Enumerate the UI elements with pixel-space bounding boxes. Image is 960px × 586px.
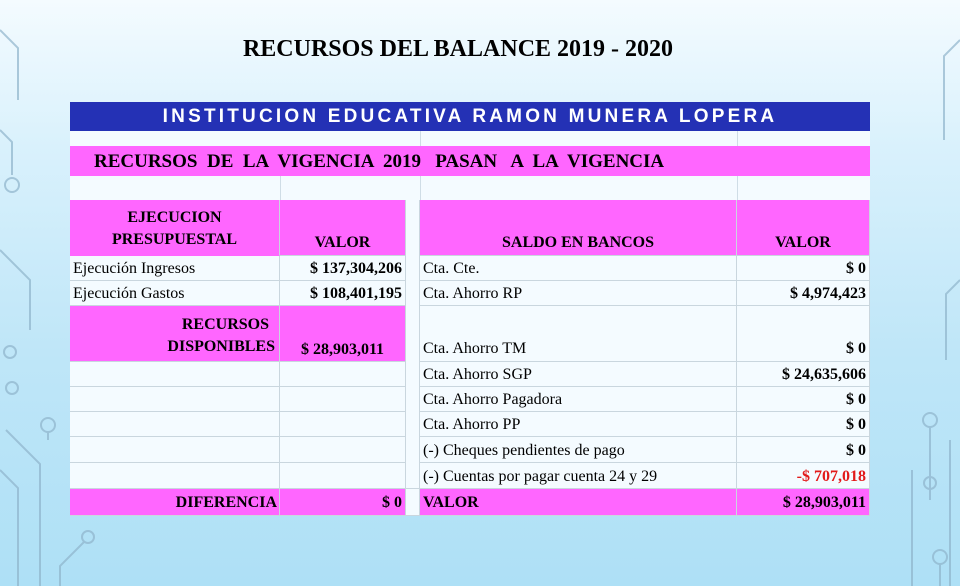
bank-row-label: Cta. Ahorro RP bbox=[420, 281, 737, 306]
left-empty-cell bbox=[70, 387, 280, 412]
left-empty-cell bbox=[70, 412, 280, 437]
left-header-label-line1: EJECUCION bbox=[127, 209, 222, 226]
institution-banner: INSTITUCION EDUCATIVA RAMON MUNERA LOPERA bbox=[70, 102, 870, 131]
bank-row-label: (-) Cheques pendientes de pago bbox=[420, 437, 737, 463]
difference-label: DIFERENCIA bbox=[70, 489, 280, 516]
bank-row-value: $ 24,635,606 bbox=[737, 362, 870, 387]
available-label-line1: RECURSOS bbox=[181, 316, 269, 333]
bank-row-label: (-) Cuentas por pagar cuenta 24 y 29 bbox=[420, 463, 737, 489]
separator-column bbox=[406, 200, 420, 489]
bank-total-value: $ 28,903,011 bbox=[737, 489, 870, 516]
bank-total-label: VALOR bbox=[420, 489, 737, 516]
bank-row-value: $ 0 bbox=[737, 387, 870, 412]
left-empty-cell bbox=[280, 437, 406, 463]
left-empty-cell bbox=[280, 463, 406, 489]
left-row-label: Ejecución Ingresos bbox=[70, 256, 280, 281]
left-header-value: VALOR bbox=[280, 200, 406, 256]
bank-row-label: Cta. Ahorro SGP bbox=[420, 362, 737, 387]
available-resources-label bbox=[70, 306, 280, 362]
spacer-row bbox=[70, 131, 870, 147]
bank-row-value: $ 0 bbox=[737, 437, 870, 463]
bank-row-value: $ 0 bbox=[737, 256, 870, 281]
bank-row-label: Cta. Cte. bbox=[420, 256, 737, 281]
bank-row-value: $ 0 bbox=[737, 306, 870, 362]
left-empty-cell bbox=[280, 412, 406, 437]
left-empty-cell bbox=[70, 463, 280, 489]
available-resources-value: $ 28,903,011 bbox=[280, 306, 406, 362]
bank-row-value: $ 0 bbox=[737, 412, 870, 437]
left-row-value: $ 137,304,206 bbox=[280, 256, 406, 281]
left-row-value: $ 108,401,195 bbox=[280, 281, 406, 306]
right-header-value: VALOR bbox=[737, 200, 870, 256]
left-header-label-line2: PRESUPUESTAL bbox=[111, 231, 238, 248]
subtitle-row: RECURSOS DE LA VIGENCIA 2019 PASAN A LA VIGENCIA bbox=[70, 146, 870, 176]
bank-row-label: Cta. Ahorro TM bbox=[420, 306, 737, 362]
bank-row-value-negative: -$ 707,018 bbox=[737, 463, 870, 489]
left-header-label bbox=[70, 200, 280, 256]
left-row-label: Ejecución Gastos bbox=[70, 281, 280, 306]
difference-value: $ 0 bbox=[280, 489, 406, 516]
bank-row-label: Cta. Ahorro PP bbox=[420, 412, 737, 437]
page-title: RECURSOS DEL BALANCE 2019 - 2020 bbox=[242, 36, 674, 62]
left-empty-cell bbox=[280, 362, 406, 387]
bank-row-value: $ 4,974,423 bbox=[737, 281, 870, 306]
separator-column bbox=[406, 489, 420, 516]
left-empty-cell bbox=[70, 437, 280, 463]
right-header-label: SALDO EN BANCOS bbox=[420, 200, 737, 256]
bank-row-label: Cta. Ahorro Pagadora bbox=[420, 387, 737, 412]
available-label-line2: DISPONIBLES bbox=[167, 338, 275, 355]
left-empty-cell bbox=[70, 362, 280, 387]
spacer-row bbox=[70, 176, 870, 201]
left-empty-cell bbox=[280, 387, 406, 412]
